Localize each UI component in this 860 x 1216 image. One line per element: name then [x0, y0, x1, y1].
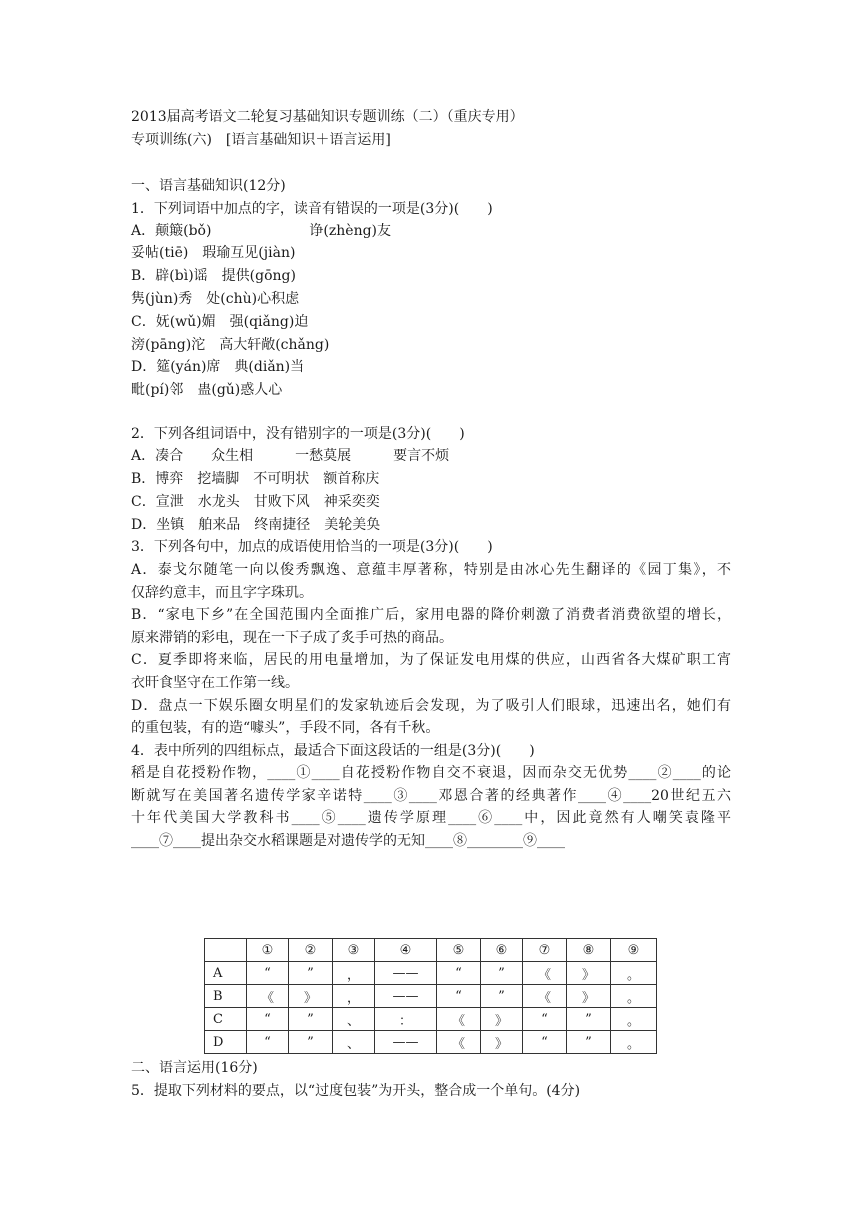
q1-option-line: 毗(pí)邻 蛊(gǔ)惑人心 [131, 382, 283, 398]
table-cell: ⑤ [437, 939, 481, 962]
table-cell: 、 [333, 1031, 375, 1054]
table-cell [205, 939, 247, 962]
table-cell: 、 [333, 1008, 375, 1031]
table-cell: ⑥ [481, 939, 523, 962]
section-1-heading: 一、语言基础知识(12分) [131, 178, 286, 194]
q3-option-line: D．盘点一下娱乐圈女明星们的发家轨迹后会发现，为了吸引人们眼球，迅速出名，她们有 [131, 698, 731, 714]
table-row [205, 1031, 657, 1054]
table-cell: —— [375, 962, 437, 985]
table-cell: “ [247, 1031, 289, 1054]
table-cell: ， [333, 985, 375, 1008]
table-row [205, 962, 657, 985]
q4-passage-line: 稻是自花授粉作物，____①____自花授粉作物自交不衰退，因而杂交无优势____②____的论 [131, 765, 731, 781]
q1-option-line: 妥帖(tiē) 瑕瑜互见(jiàn) [131, 245, 296, 261]
q1-option-line: C．妩(wǔ)媚 强(qiǎng)迫 [131, 314, 309, 330]
q4-passage-line: 断就写在美国著名遗传学家辛诺特____③____邓恩合著的经典著作____④____20世纪五六 [131, 788, 731, 804]
table-cell: ⑧ [567, 939, 611, 962]
table-cell: C [205, 1008, 247, 1031]
document-subtitle: 专项训练(六) [语言基础知识＋语言运用] [131, 132, 391, 148]
table-cell: 。 [611, 985, 657, 1008]
q3-option-line: A．泰戈尔随笔一向以俊秀飘逸、意蕴丰厚著称，特别是由冰心先生翻译的《园丁集》，不 [131, 562, 731, 578]
q3-option-line: 的重包装，有的造“噱头”，手段不同，各有千秋。 [131, 720, 440, 736]
q1-option-line: 隽(jùn)秀 处(chù)心积虑 [131, 291, 300, 307]
table-cell: 。 [611, 1008, 657, 1031]
table-cell: ③ [333, 939, 375, 962]
table-cell: ” [289, 962, 333, 985]
q1-option-line: 滂(pāng)沱 高大轩敞(chǎng) [131, 337, 330, 353]
table-cell: 。 [611, 1031, 657, 1054]
table-cell: 《 [523, 985, 567, 1008]
table-cell: ” [567, 1031, 611, 1054]
q5-stem: 5．提取下列材料的要点，以“过度包装”为开头，整合成一个单句。(4分) [131, 1083, 581, 1099]
table-row [205, 985, 657, 1008]
table-cell: ” [481, 985, 523, 1008]
table-cell: 》 [289, 985, 333, 1008]
punctuation-options-table [204, 938, 657, 1054]
table-cell: 》 [567, 985, 611, 1008]
table-cell: 《 [437, 1031, 481, 1054]
table-cell: D [205, 1031, 247, 1054]
q1-option-line: D．筵(yán)席 典(diǎn)当 [131, 359, 305, 375]
table-cell: “ [247, 962, 289, 985]
q2-stem: 2．下列各组词语中，没有错别字的一项是(3分)( ) [131, 426, 465, 442]
table-cell: ⑦ [523, 939, 567, 962]
table-cell: —— [375, 1031, 437, 1054]
table-cell: 《 [523, 962, 567, 985]
q3-option-line: 原来滞销的彩电，现在一下子成了炙手可热的商品。 [131, 630, 453, 646]
q4-passage-line: 十年代美国大学教科书____⑤____遗传学原理____⑥____中，因此竟然有人嘲笑袁隆平 [131, 810, 731, 826]
q2-option-line: B．博弈 挖墙脚 不可明状 额首称庆 [131, 471, 380, 487]
q1-option-line: B．辟(bì)谣 提供(gōng) [131, 268, 296, 284]
table-cell: ” [289, 1031, 333, 1054]
q2-option-line: D．坐镇 舶来品 终南捷径 美轮美奂 [131, 517, 381, 533]
table-cell: —— [375, 985, 437, 1008]
table-cell: “ [523, 1008, 567, 1031]
q3-stem: 3．下列各句中，加点的成语使用恰当的一项是(3分)( ) [131, 539, 493, 555]
table-row [205, 1008, 657, 1031]
table-cell: ” [289, 1008, 333, 1031]
table-cell: “ [437, 985, 481, 1008]
document-title: 2013届高考语文二轮复习基础知识专题训练（二）（重庆专用） [131, 109, 524, 125]
q1-option-line: A．颠簸(bǒ) 诤(zhèng)友 [131, 223, 392, 239]
q3-option-line: B．“家电下乡”在全国范围内全面推广后，家用电器的降价刺激了消费者消费欲望的增长， [131, 607, 731, 623]
q4-stem: 4．表中所列的四组标点，最适合下面这段话的一组是(3分)( ) [131, 743, 535, 759]
table-cell: A [205, 962, 247, 985]
table-header-row [205, 939, 657, 962]
q3-option-line: 仅辞约意丰，而且字字珠玑。 [131, 585, 313, 601]
q2-option-line: C．宣泄 水龙头 甘败下风 神采奕奕 [131, 494, 380, 510]
q4-passage-line: ____⑦____提出杂交水稻课题是对遗传学的无知____⑧________⑨____ [131, 833, 565, 849]
table-cell: B [205, 985, 247, 1008]
table-cell: 《 [437, 1008, 481, 1031]
table-cell: “ [437, 962, 481, 985]
section-2-heading: 二、语言运用(16分) [131, 1060, 258, 1076]
table-cell: ④ [375, 939, 437, 962]
q1-stem: 1．下列词语中加点的字，读音有错误的一项是(3分)( ) [131, 201, 493, 217]
table-cell: ① [247, 939, 289, 962]
table-cell: 。 [611, 962, 657, 985]
table-cell: ” [567, 1008, 611, 1031]
table-cell: “ [247, 1008, 289, 1031]
table-cell: 》 [481, 1031, 523, 1054]
table-cell: ⑨ [611, 939, 657, 962]
table-cell: ② [289, 939, 333, 962]
table-cell: 》 [481, 1008, 523, 1031]
table-cell: ， [333, 962, 375, 985]
table-cell: ： [375, 1008, 437, 1031]
q3-option-line: 衣旰食坚守在工作第一线。 [131, 675, 299, 691]
table-cell: “ [523, 1031, 567, 1054]
q3-option-line: C．夏季即将来临，居民的用电量增加，为了保证发电用煤的供应，山西省各大煤矿职工宵 [131, 652, 731, 668]
table-cell: ” [481, 962, 523, 985]
q2-option-line: A．凑合 众生相 一愁莫展 要言不烦 [131, 448, 450, 464]
table-cell: 》 [567, 962, 611, 985]
table-cell: 《 [247, 985, 289, 1008]
